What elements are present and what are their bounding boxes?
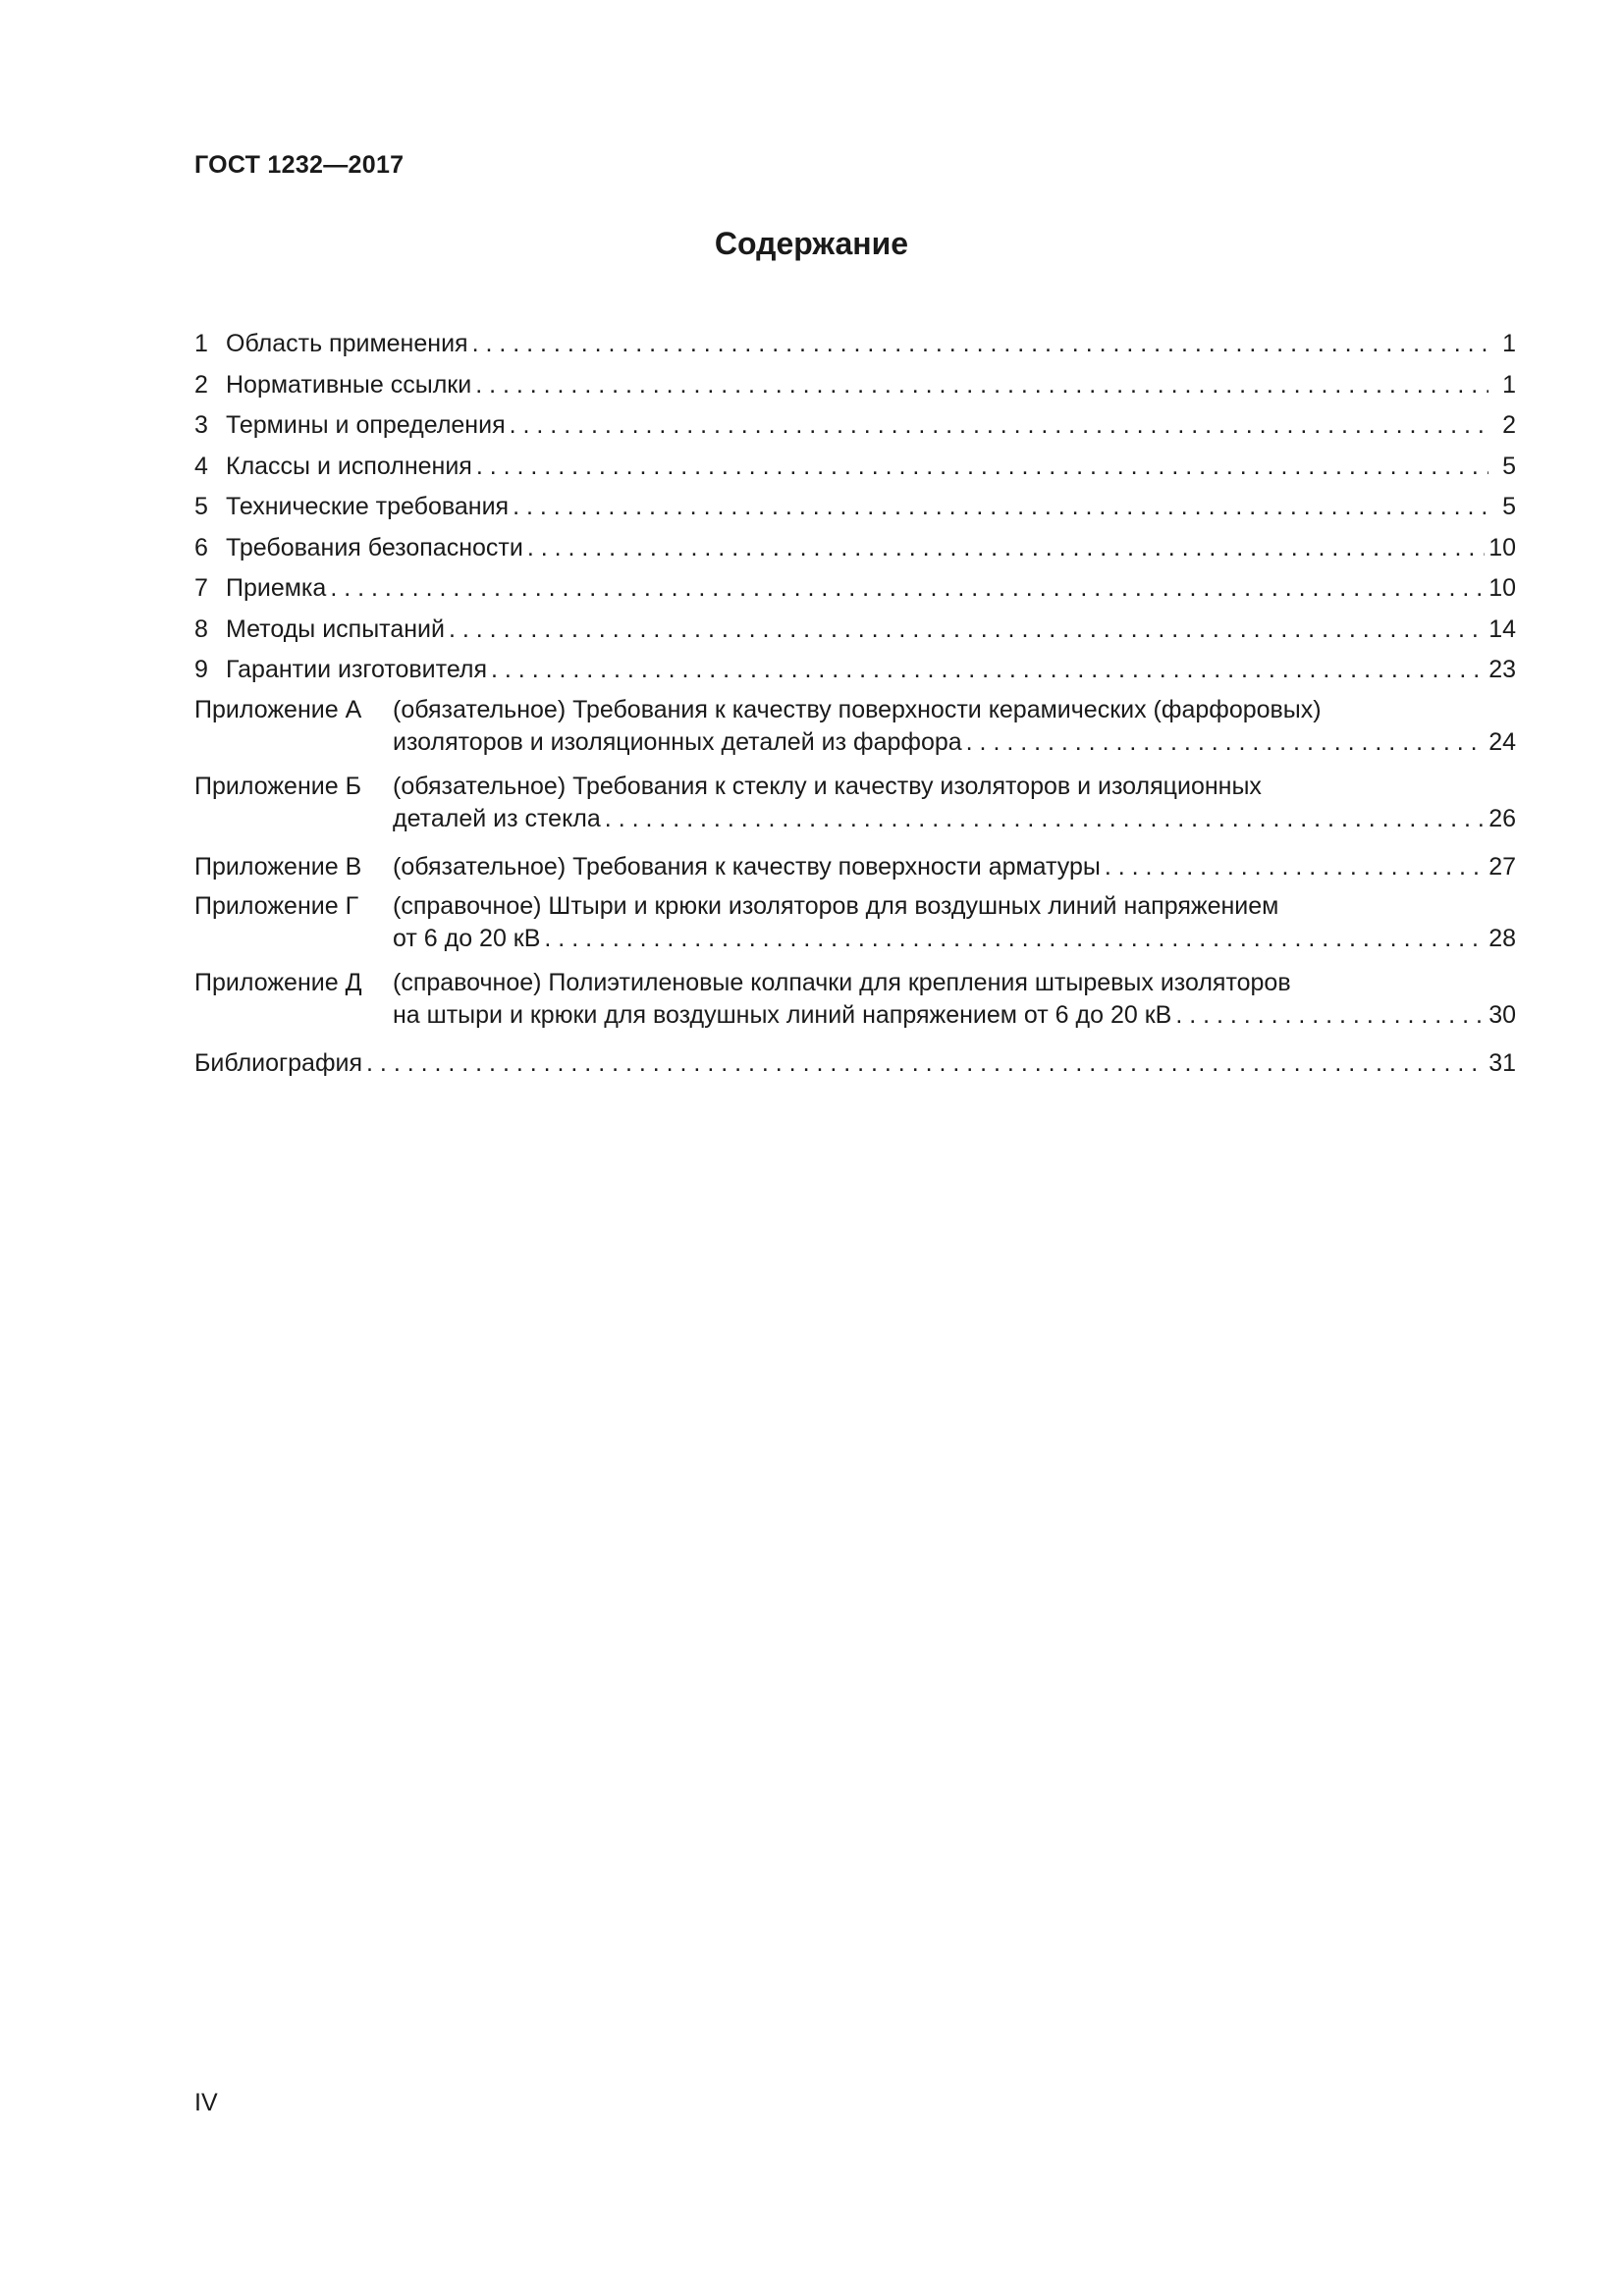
toc-entry-page: 27 — [1488, 852, 1516, 881]
toc-entry-page: 24 — [1488, 727, 1516, 756]
toc-dot-leader — [475, 365, 1488, 406]
toc-dot-leader — [491, 650, 1485, 691]
appendix-title-line1: (обязательное) Требования к качеству поверхности керамических (фарфоровых) — [393, 695, 1322, 723]
toc-dot-leader — [544, 923, 1485, 955]
toc-entry-label: Технические требования — [226, 493, 510, 520]
toc-title: Содержание — [714, 226, 909, 261]
toc-bibliography-entry[interactable] — [194, 1043, 1516, 1085]
toc-entry[interactable] — [194, 447, 1516, 488]
toc-entry-number: 9 — [194, 656, 208, 683]
toc-entry[interactable] — [194, 365, 1516, 406]
toc-appendix-entry[interactable] — [194, 847, 1516, 888]
appendix-title-line2: на штыри и крюки для воздушных линий напряжением от 6 до 20 кВ — [393, 1001, 1172, 1029]
toc-entry-page: 30 — [1488, 1001, 1516, 1029]
appendix-title-line2: от 6 до 20 кВ — [393, 925, 541, 952]
toc-dot-leader — [966, 726, 1486, 759]
toc-entry[interactable] — [194, 405, 1516, 447]
toc-dot-leader — [527, 528, 1485, 569]
toc-entry-page: 2 — [1502, 411, 1516, 439]
toc-entry-page: 1 — [1502, 330, 1516, 357]
appendix-label: Приложение Г — [194, 892, 359, 920]
toc-entry-label: Требования безопасности — [226, 533, 523, 561]
toc-appendix-entry[interactable] — [194, 771, 1516, 844]
toc-dot-leader — [476, 447, 1488, 488]
appendix-title-line1: (обязательное) Требования к качеству поверхности арматуры — [393, 852, 1101, 881]
toc-dot-leader — [1105, 847, 1485, 888]
toc-entry-label: Классы и исполнения — [226, 452, 472, 480]
toc-appendix-entry[interactable] — [194, 967, 1516, 1041]
toc-entry-number: 7 — [194, 574, 208, 602]
toc-appendix-entry[interactable] — [194, 694, 1516, 768]
toc-dot-leader — [513, 487, 1488, 528]
toc-entry-number: 3 — [194, 411, 208, 439]
toc-entry-label: Гарантии изготовителя — [226, 656, 488, 683]
appendix-title-line2: изоляторов и изоляционных деталей из фарфора — [393, 727, 962, 756]
toc-dot-leader — [1175, 999, 1485, 1032]
toc-entry-page: 10 — [1488, 533, 1516, 561]
toc-dot-leader — [366, 1043, 1485, 1085]
toc-entry-label: Нормативные ссылки — [226, 370, 472, 399]
toc-entry-page: 5 — [1502, 493, 1516, 520]
toc-entry[interactable] — [194, 528, 1516, 569]
toc-entry-page: 31 — [1488, 1049, 1516, 1077]
appendix-label: Приложение А — [194, 695, 362, 723]
table-of-contents — [194, 324, 1516, 1085]
appendix-label: Приложение Б — [194, 772, 361, 800]
toc-dot-leader — [449, 610, 1485, 651]
toc-entry[interactable] — [194, 324, 1516, 365]
toc-entry-number: 8 — [194, 614, 208, 643]
toc-entry[interactable] — [194, 568, 1516, 610]
toc-entry-number: 4 — [194, 452, 208, 480]
toc-entry-page: 23 — [1488, 656, 1516, 683]
toc-entry-page: 5 — [1502, 452, 1516, 480]
toc-entry-label: Термины и определения — [226, 411, 506, 439]
toc-dot-leader — [510, 405, 1488, 447]
appendix-title-line1: (справочное) Полиэтиленовые колпачки для крепления штыревых изоляторов — [393, 969, 1291, 996]
toc-appendix-entry[interactable] — [194, 890, 1516, 964]
toc-entry-page: 14 — [1488, 614, 1516, 643]
toc-dot-leader — [605, 803, 1485, 835]
appendix-label: Приложение Д — [194, 969, 362, 996]
document-id: ГОСТ 1232—2017 — [194, 151, 405, 179]
bibliography-label: Библиография — [194, 1049, 363, 1077]
toc-entry-number: 5 — [194, 493, 208, 520]
toc-dot-leader — [472, 324, 1488, 365]
toc-entry-page: 28 — [1488, 925, 1516, 952]
toc-entry[interactable] — [194, 487, 1516, 528]
toc-entry-page: 26 — [1488, 804, 1516, 832]
toc-entry[interactable] — [194, 650, 1516, 691]
toc-entry-number: 6 — [194, 533, 208, 561]
toc-entry-page: 10 — [1488, 574, 1516, 602]
toc-entry-number: 2 — [194, 370, 208, 399]
toc-entry-label: Методы испытаний — [226, 614, 445, 643]
toc-entry-label: Область применения — [226, 330, 468, 357]
toc-entry-label: Приемка — [226, 574, 327, 602]
toc-entry[interactable] — [194, 610, 1516, 651]
appendix-title-line2: деталей из стекла — [393, 804, 601, 832]
toc-entry-page: 1 — [1502, 370, 1516, 399]
toc-dot-leader — [330, 568, 1485, 610]
appendix-title-line1: (обязательное) Требования к стеклу и качеству изоляторов и изоляционных — [393, 772, 1262, 800]
page-number: IV — [194, 2089, 218, 2116]
appendix-label: Приложение В — [194, 852, 362, 881]
appendix-title-line1: (справочное) Штыри и крюки изоляторов для воздушных линий напряжением — [393, 892, 1279, 920]
toc-entry-number: 1 — [194, 330, 208, 357]
